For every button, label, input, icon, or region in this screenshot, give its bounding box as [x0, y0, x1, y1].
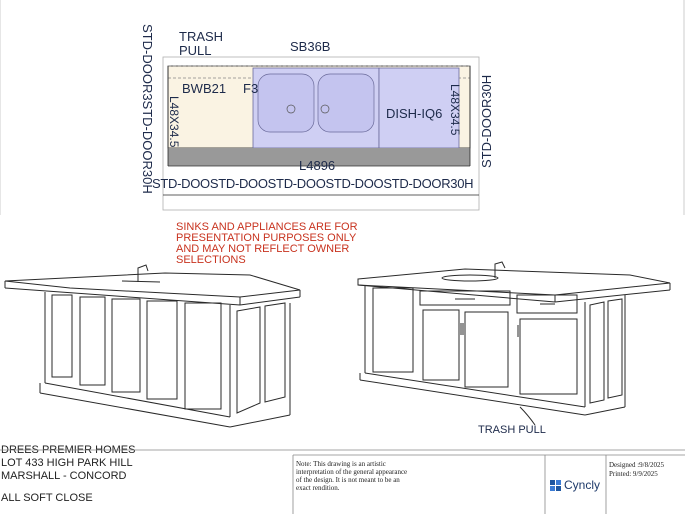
community-name: MARSHALL - CONCORD — [1, 470, 127, 482]
left-vertical-label-2: L48X34.5 — [167, 96, 181, 148]
bwb21-label: BWB21 — [182, 81, 227, 96]
right-vertical-label-1: STD-DOOR30H — [479, 74, 494, 168]
cyncly-logo — [550, 478, 600, 492]
l4896-label: L4896 — [299, 158, 336, 173]
bottom-door-row-label: STD-DOOSTD-DOOSTD-DOOSTD-DOOSTD-DOOR30H — [152, 176, 474, 191]
soft-close-note: ALL SOFT CLOSE — [1, 492, 93, 504]
designed-date: Designed :9/8/2025 — [609, 461, 665, 469]
lot-address: LOT 433 HIGH PARK HILL — [1, 457, 133, 469]
trash-pull-elevation-label: TRASH PULL — [478, 424, 546, 436]
date-block — [609, 461, 664, 479]
left-vertical-label-1: STD-DOOR3STD-DOOR30H — [140, 24, 155, 194]
dish-label: DISH-IQ6 — [386, 106, 443, 121]
builder-name: DREES PREMIER HOMES — [1, 444, 136, 456]
sb36b-label: SB36B — [290, 39, 331, 54]
cyncly-logo-icon — [550, 480, 561, 491]
printed-date: Printed: 9/9/2025 — [609, 470, 658, 478]
right-vertical-label-2: L48X34.5 — [448, 84, 462, 136]
cyncly-brand-text: Cyncly — [564, 478, 601, 492]
trash-pull-plan-label: TRASH PULL — [179, 29, 224, 58]
disclaimer-note: SINKS AND APPLIANCES ARE FOR PRESENTATION PURPOSES ONLY AND MAY NOT REFLECT OWNER SELECTIONS — [176, 221, 358, 266]
title-block-note: Note: This drawing is an artistic interpretation of the general appearance of the design. It is not meant to be an exact rendition. — [296, 460, 408, 492]
f3-label: F3 — [243, 81, 259, 96]
